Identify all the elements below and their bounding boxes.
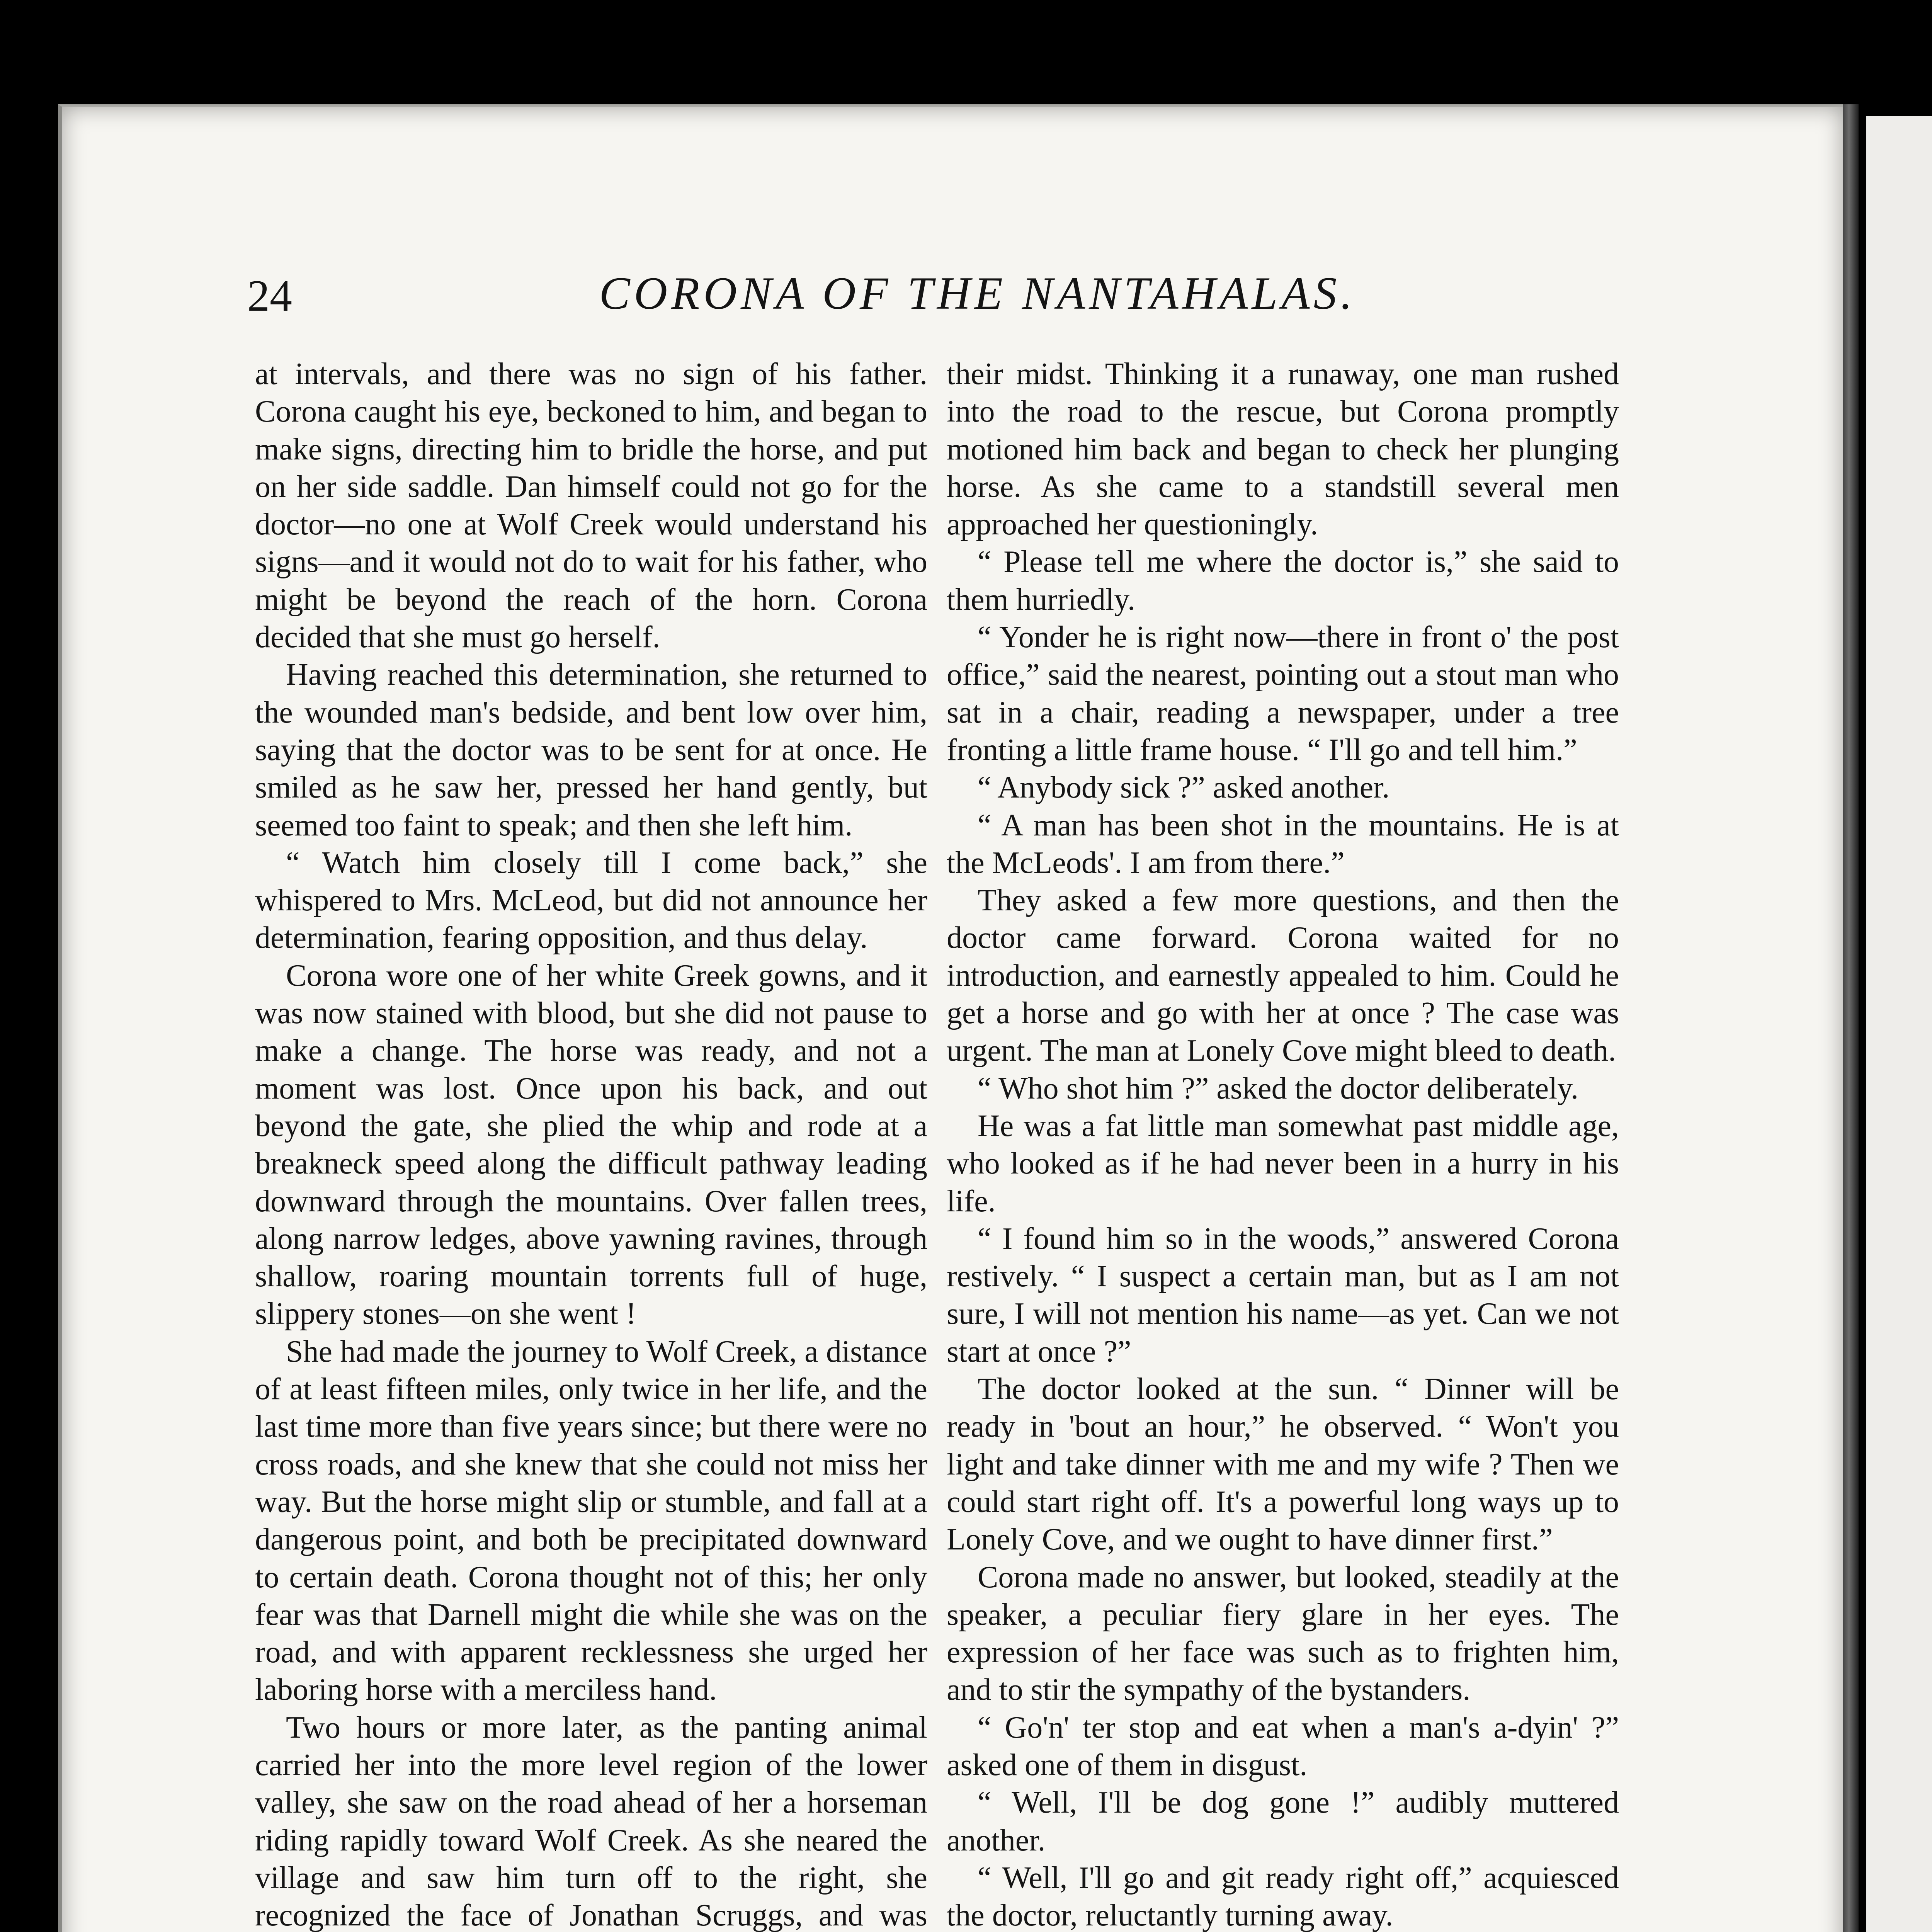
paragraph: The doctor looked at the sun. “ Dinner will be ready in 'bout an hour,” he observed. “ Won't you light and take dinner with me and my wife ? Then we could start right off. It's a powerful long ways up to Lonely Cove, and we ought to have dinner first.” [947, 1372, 1619, 1557]
paragraph: their midst. Thinking it a runaway, one man rushed into the road to the rescue, but Corona promptly motioned him back and began to check her plunging horse. As she came to a standstill several men approached her questioningly. [947, 357, 1619, 542]
paragraph: Corona made no answer, but looked, steadily at the speaker, a peculiar fiery glare in her eyes. The expression of her face was such as to frighten him, and to stir the sympathy of the bystanders. [947, 1560, 1619, 1707]
paragraph: “ Well, I'll go and git ready right off,” acquiesced the doctor, reluctantly turning away. [947, 1861, 1619, 1932]
paragraph: She had made the journey to Wolf Creek, a distance of at least fifteen miles, only twice in her life, and the last time more than five years since; but there were no cross roads, and she knew that she could not miss her way. But the horse might slip or stumble, and fall at a dangerous point, and both be precipitated downward to certain death. Corona thought not of this; her only fear was that Darnell might die while she was on the road, and with apparent recklessness she urged her laboring horse with a merciless hand. [255, 1334, 927, 1707]
text-column-left [255, 355, 927, 1932]
paragraph: “ Go'n' ter stop and eat when a man's a-dyin' ?” asked one of them in disgust. [947, 1710, 1619, 1782]
text-column-right [947, 355, 1619, 1932]
paragraph: “ Please tell me where the doctor is,” she said to them hurriedly. [947, 545, 1619, 617]
paragraph: They asked a few more questions, and then the doctor came forward. Corona waited for no introduction, and earnestly appealed to him. Could he get a horse and go with her at once ? The case was urgent. The man at Lonely Cove might bleed to death. [947, 883, 1619, 1068]
paragraph: “ Yonder he is right now—there in front o' the post office,” said the nearest, pointing out a stout man who sat in a chair, reading a newspaper, under a tree fronting a little frame house. “ I'll go and tell him.” [947, 620, 1619, 767]
adjacent-page-edge [1866, 116, 1932, 1932]
page-number: 24 [247, 271, 292, 321]
paragraph: Having reached this determination, she returned to the wounded man's bedside, and bent low over him, saying that the doctor was to be sent for at once. He smiled as he saw her, pressed her hand gently, but seemed too faint to speak; and then she left him. [255, 658, 927, 842]
paragraph: “ A man has been shot in the mountains. He is at the McLeods'. I am from there.” [947, 808, 1619, 880]
paragraph: Two hours or more later, as the panting animal carried her into the more level region of the lower valley, she saw on the road ahead of her a horseman riding rapidly toward Wolf Creek. As she neared the village and saw him turn off to the right, she recognized the face of Jonathan Scruggs, and was [255, 1710, 927, 1932]
paragraph: “ Who shot him ?” asked the doctor deliberately. [978, 1071, 1579, 1105]
paragraph: “ Watch him closely till I come back,” she whispered to Mrs. McLeod, but did not announce her determination, fearing opposition, and thus delay. [255, 845, 927, 955]
paragraph: “ Anybody sick ?” asked another. [978, 770, 1390, 805]
paragraph: “ Well, I'll be dog gone !” audibly muttered another. [947, 1786, 1619, 1857]
paragraph: at intervals, and there was no sign of his father. Corona caught his eye, beckoned to him, and began to make signs, directing him to bridle the horse, and put on her side saddle. Dan himself could not go for the doctor—no one at Wolf Creek would understand his signs—and it would not do to wait for his father, who might be beyond the reach of the horn. Corona decided that she must go herself. [255, 357, 927, 655]
paragraph: He was a fat little man somewhat past middle age, who looked as if he had never been in a hurry in his life. [947, 1109, 1619, 1218]
page-header [247, 267, 1708, 332]
paragraph: Corona wore one of her white Greek gowns, and it was now stained with blood, but she did not pause to make a change. The horse was ready, and not a moment was lost. Once upon his back, and out beyond the gate, she plied the whip and rode at a breakneck speed along the difficult pathway leading downward through the mountains. Over fallen trees, along narrow ledges, above yawning ravines, through shallow, roaring mountain torrents full of huge, slippery stones—on she went ! [255, 958, 927, 1331]
paragraph: “ I found him so in the woods,” answered Corona restively. “ I suspect a certain man, but as I am not sure, I will not mention his name—as yet. Can we not start at once ?” [947, 1221, 1619, 1369]
running-title: CORONA OF THE NANTAHALAS. [599, 267, 1356, 319]
